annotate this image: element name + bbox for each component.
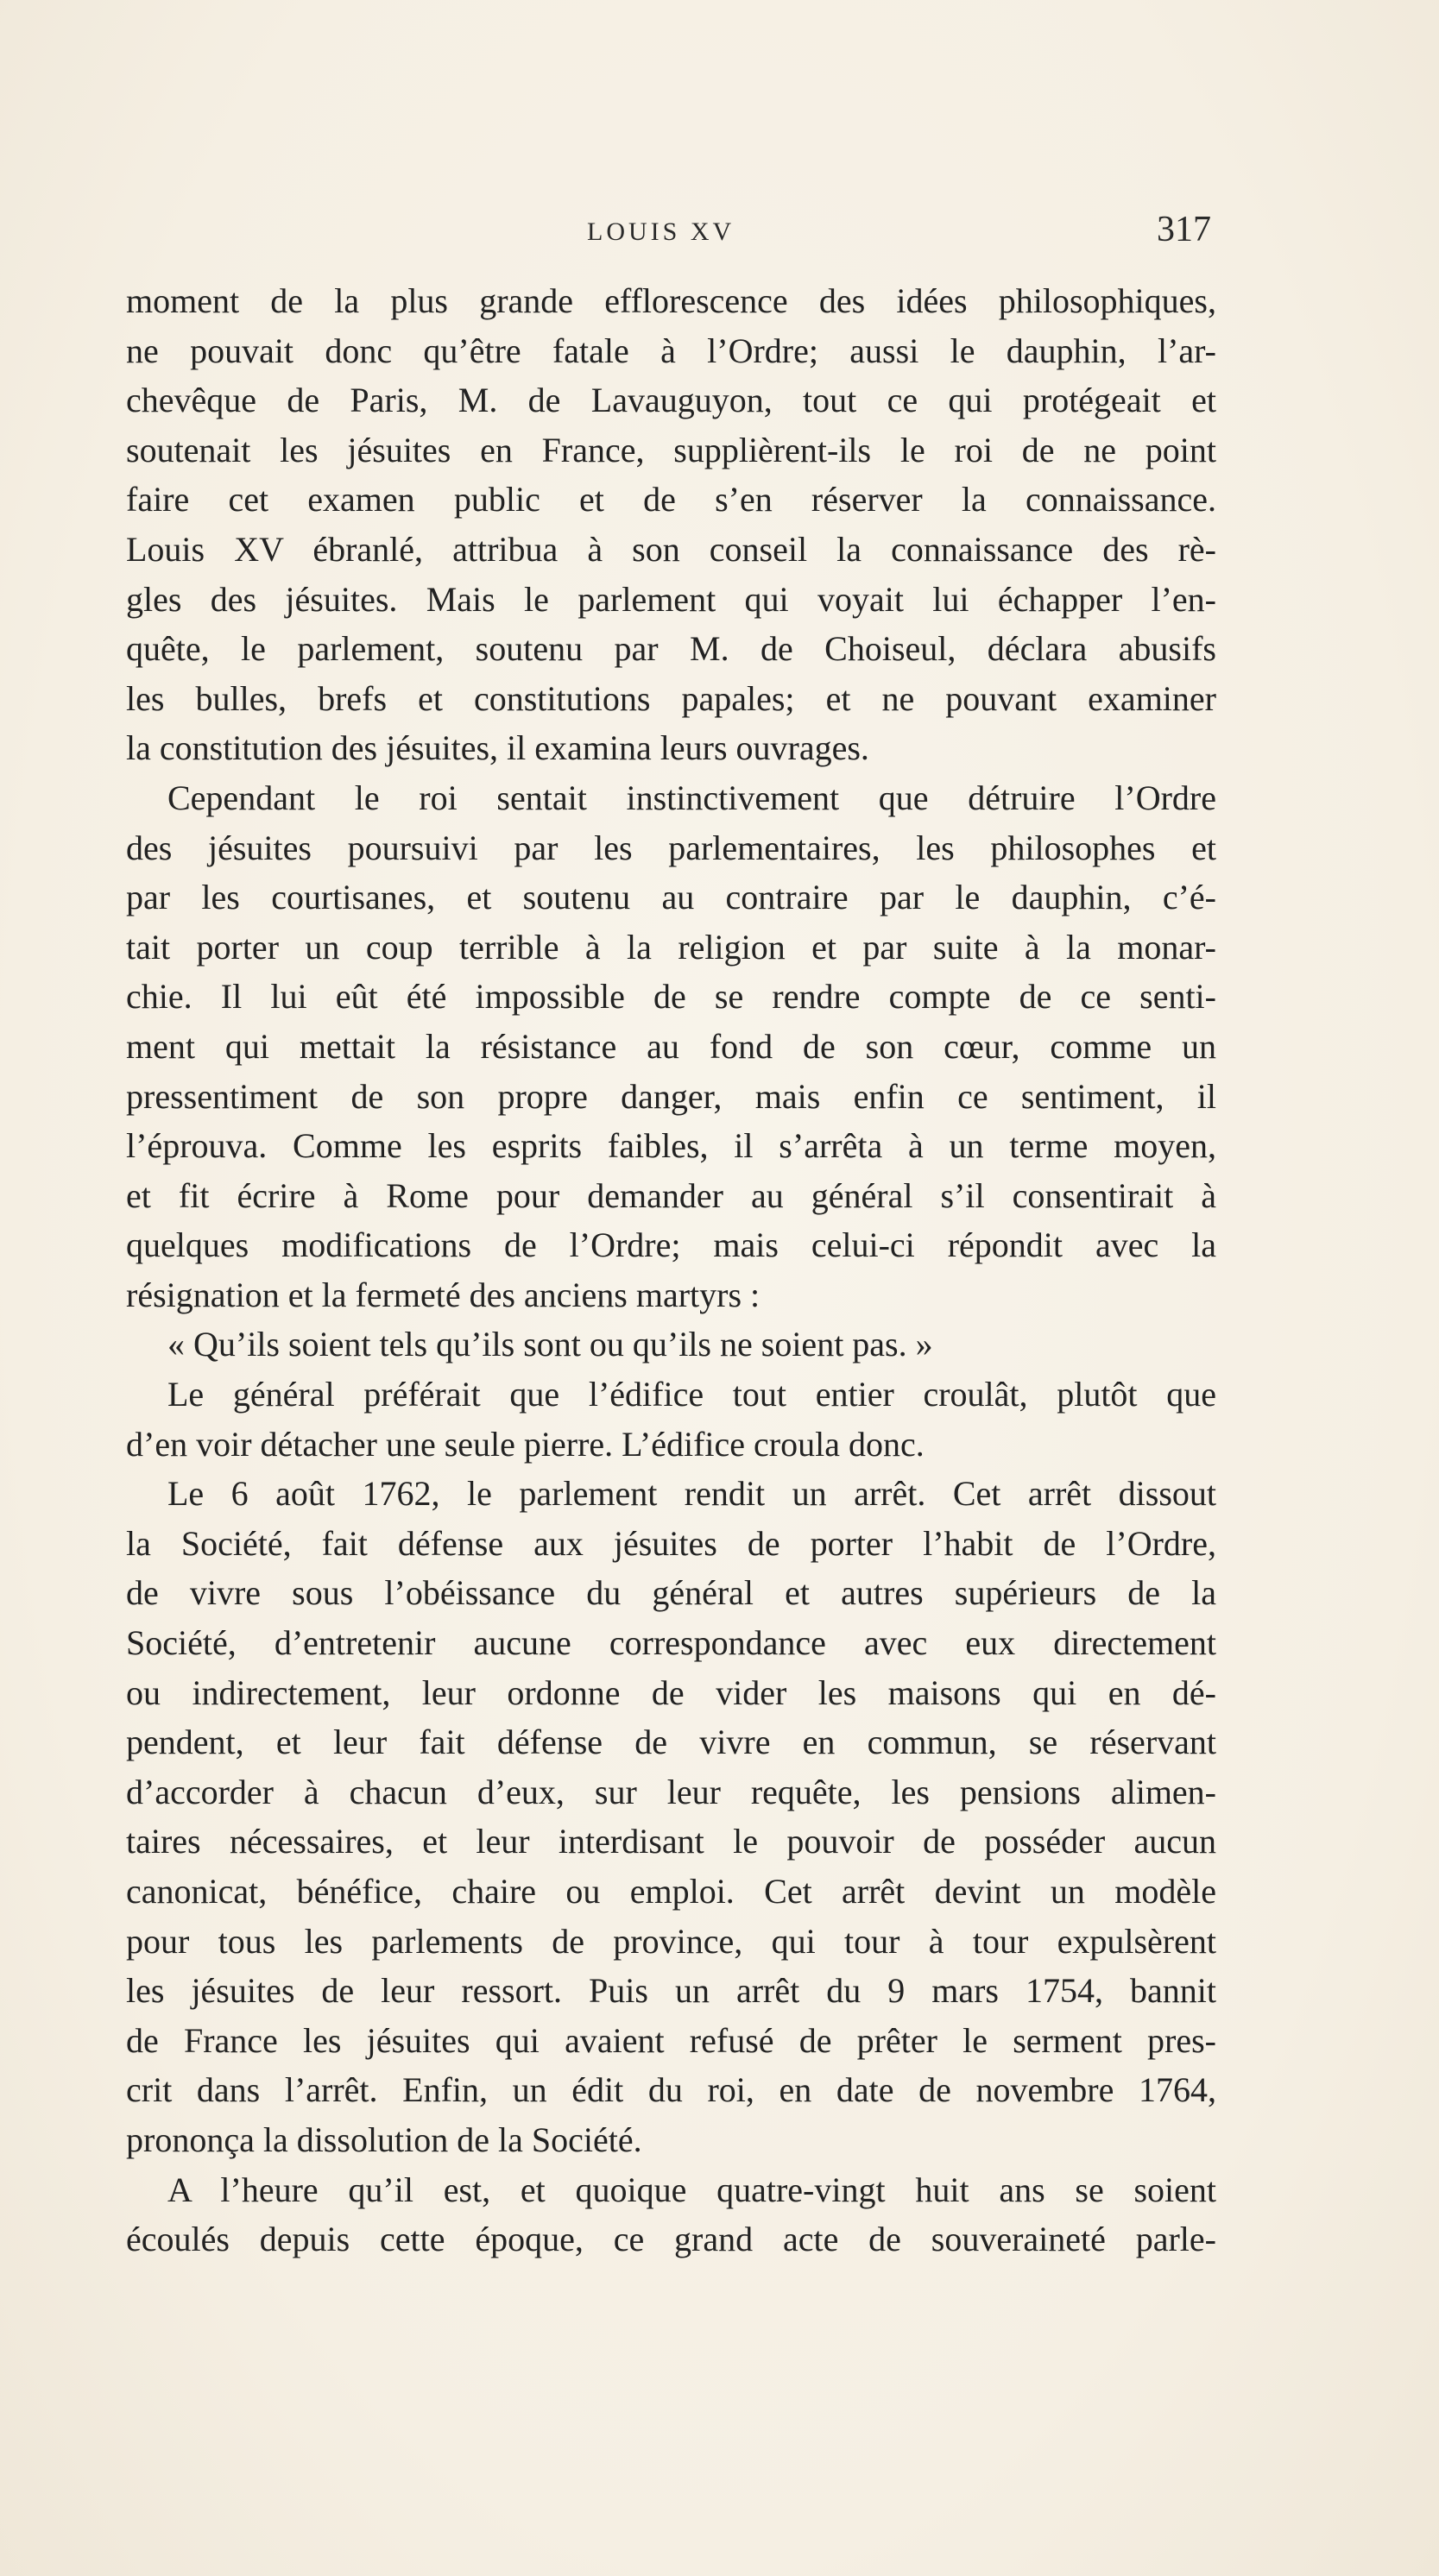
- text-line: de France les jésuites qui avaient refusé de prêter le serment pres-: [126, 2020, 1216, 2060]
- body-text: [126, 276, 1216, 2264]
- text-line: l’éprouva. Comme les esprits faibles, il s’arrêta à un terme moyen,: [126, 1126, 1216, 1166]
- text-line: d’accorder à chacun d’eux, sur leur requête, les pensions alimen-: [126, 1772, 1216, 1811]
- text-line: la constitution des jésuites, il examina leurs ouvrages.: [126, 728, 869, 768]
- text-line: pressentiment de son propre danger, mais enfin ce sentiment, il: [126, 1076, 1216, 1116]
- text-line: ou indirectement, leur ordonne de vider les maisons qui en dé-: [126, 1672, 1216, 1712]
- text-line: ne pouvait donc qu’être fatale à l’Ordre; aussi le dauphin, l’ar-: [126, 331, 1216, 370]
- text-line: Société, d’entretenir aucune correspondance avec eux directement: [126, 1623, 1216, 1663]
- text-line: moment de la plus grande efflorescence des idées philosophiques,: [126, 281, 1216, 320]
- text-line: prononça la dissolution de la Société.: [126, 2119, 642, 2159]
- text-line: ment qui mettait la résistance au fond de son cœur, comme un: [126, 1026, 1216, 1066]
- text-line: pendent, et leur fait défense de vivre en commun, se réservant: [126, 1723, 1216, 1762]
- text-line: canonicat, bénéfice, chaire ou emploi. Cet arrêt devint un modèle: [126, 1872, 1216, 1911]
- text-line: Louis XV ébranlé, attribua à son conseil la connaissance des rè-: [126, 529, 1216, 569]
- text-line: par les courtisanes, et soutenu au contraire par le dauphin, c’é-: [126, 878, 1216, 917]
- text-line: soutenait les jésuites en France, supplièrent-ils le roi de ne point: [126, 430, 1216, 469]
- text-line: quête, le parlement, soutenu par M. de Choiseul, déclara abusifs: [126, 629, 1216, 669]
- text-line: les jésuites de leur ressort. Puis un arrêt du 9 mars 1754, bannit: [126, 1971, 1216, 2011]
- text-line: écoulés depuis cette époque, ce grand acte de souveraineté parle-: [126, 2220, 1216, 2259]
- text-line: Cependant le roi sentait instinctivement que détruire l’Ordre: [167, 778, 1216, 817]
- text-line: tait porter un coup terrible à la religion et par suite à la monar-: [126, 927, 1216, 967]
- text-line: gles des jésuites. Mais le parlement qui voyait lui échapper l’en-: [126, 579, 1216, 619]
- running-title: LOUIS XV: [587, 217, 735, 246]
- running-head: [0, 210, 1439, 266]
- text-line: des jésuites poursuivi par les parlementaires, les philosophes et: [126, 828, 1216, 867]
- text-line: la Société, fait défense aux jésuites de porter l’habit de l’Ordre,: [126, 1523, 1216, 1563]
- text-line: les bulles, brefs et constitutions papales; et ne pouvant examiner: [126, 678, 1216, 718]
- text-line: taires nécessaires, et leur interdisant le pouvoir de posséder aucun: [126, 1822, 1216, 1861]
- text-line: pour tous les parlements de province, qui tour à tour expulsèrent: [126, 1921, 1216, 1961]
- text-line: chevêque de Paris, M. de Lavauguyon, tout ce qui protégeait et: [126, 381, 1216, 420]
- text-line: quelques modifications de l’Ordre; mais celui-ci répondit avec la: [126, 1225, 1216, 1265]
- text-line: résignation et la fermeté des anciens martyrs :: [126, 1275, 761, 1314]
- text-line: faire cet examen public et de s’en réserver la connaissance.: [126, 480, 1216, 520]
- text-line: de vivre sous l’obéissance du général et autres supérieurs de la: [126, 1573, 1216, 1613]
- text-line: d’en voir détacher une seule pierre. L’édifice croula donc.: [126, 1424, 925, 1464]
- text-line: chie. Il lui eût été impossible de se rendre compte de ce senti-: [126, 977, 1216, 1017]
- text-line: Le général préférait que l’édifice tout entier croulât, plutôt que: [167, 1375, 1216, 1414]
- text-line: crit dans l’arrêt. Enfin, un édit du roi, en date de novembre 1764,: [126, 2070, 1216, 2110]
- quote-line: « Qu’ils soient tels qu’ils sont ou qu’ils ne soient pas. »: [167, 1325, 933, 1364]
- text-line: Le 6 août 1762, le parlement rendit un arrêt. Cet arrêt dissout: [167, 1474, 1216, 1514]
- text-line: et fit écrire à Rome pour demander au général s’il consentirait à: [126, 1175, 1216, 1215]
- text-line: A l’heure qu’il est, et quoique quatre-vingt huit ans se soient: [167, 2170, 1216, 2209]
- page-number: 317: [1157, 210, 1211, 249]
